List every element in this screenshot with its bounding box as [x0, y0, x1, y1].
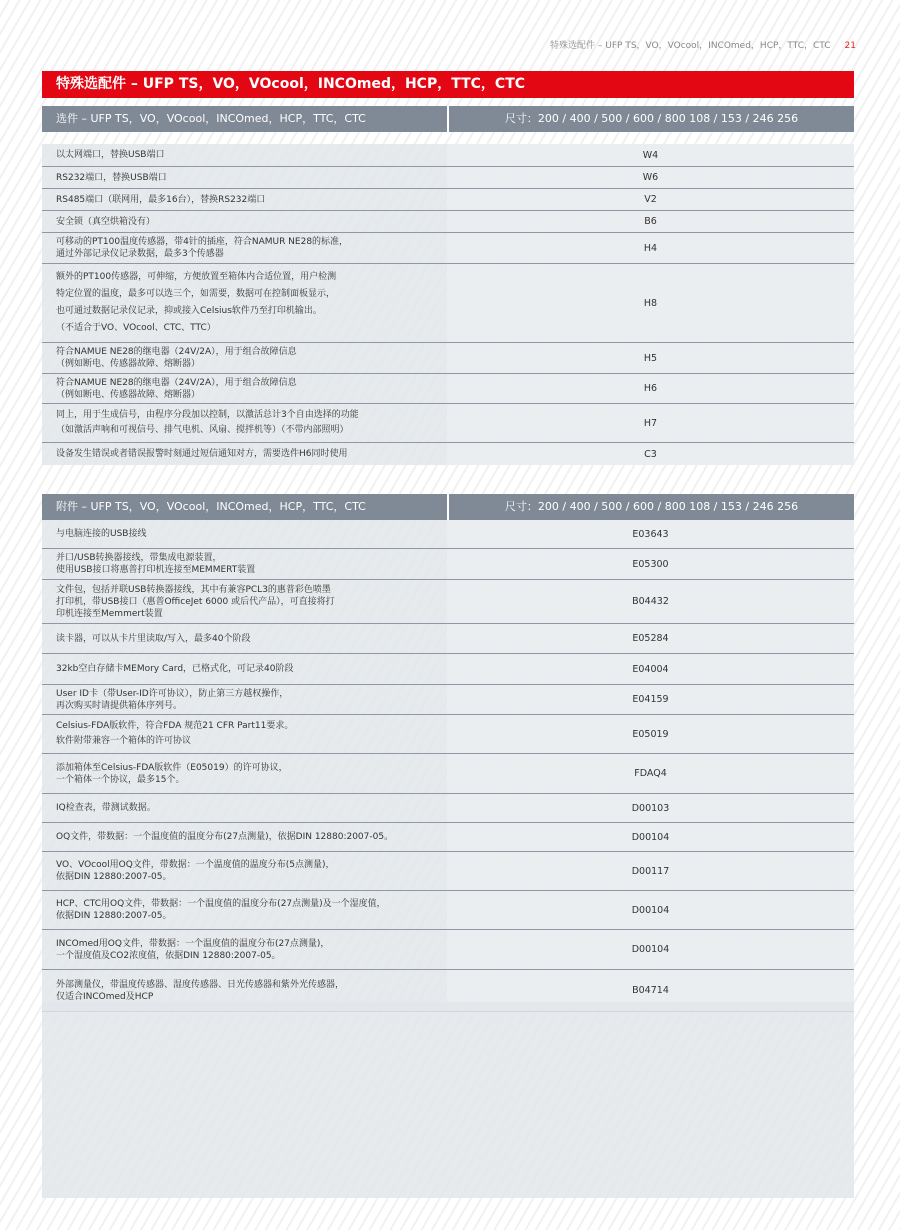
- row-code: FDAQ4: [447, 754, 854, 793]
- table-row: [42, 233, 854, 264]
- row-description: 以太网端口，替换USB端口: [56, 150, 165, 160]
- table-row: [42, 443, 854, 465]
- row-description: 同上，用于生成信号，由程序分段加以控制，以激活总计3个自由选择的功能 （如激活声响和可视信号、排气电机、风扇、搅拌机等）（不带内部照明）: [56, 410, 359, 435]
- row-code: B04432: [447, 580, 854, 623]
- row-description: 添加箱体至Celsius-FDA版软件（E05019）的许可协议， 一个箱体一个协议，最多15个。: [56, 762, 288, 785]
- row-description: HCP、CTC用OQ文件，带数据：一个温度值的温度分布(27点测量)及一个湿度值， 依据DIN 12880:2007-05。: [56, 899, 386, 921]
- row-code: B6: [447, 211, 854, 232]
- row-code: B04714: [447, 970, 854, 1011]
- row-description: 文件包，包括并联USB转换器接线，其中有兼容PCL3的惠普彩色喷墨 打印机，带USB接口（惠普OfficeJet 6000 或后代产品），可直接将打 印机连接至Memmert装置: [56, 584, 335, 619]
- table-row: [42, 264, 854, 343]
- row-code: D00104: [447, 823, 854, 851]
- row-code: E04159: [447, 685, 854, 714]
- table-row: [42, 823, 854, 852]
- row-code: E05300: [447, 549, 854, 579]
- row-code: D00104: [447, 891, 854, 929]
- row-code: H5: [447, 343, 854, 373]
- row-code: D00117: [447, 852, 854, 890]
- row-description: 符合NAMUE NE28的继电器（24V/2A），用于组合故障信息 （例如断电、传感器故障、熔断器）: [56, 377, 297, 400]
- row-code: E04004: [447, 654, 854, 684]
- row-description: 额外的PT100传感器，可伸缩，方便放置至箱体内合适位置，用户检测 特定位置的温度，最多可以选三个，如需要，数据可在控制面板显示， 也可通过数据记录仪记录，抑或接入Celsius软件乃至打印机输出。 （不适合于VO、VOcool、CTC、TTC）: [56, 272, 337, 333]
- table-row: [42, 794, 854, 823]
- row-description: RS232端口，替换USB端口: [56, 172, 167, 183]
- options-table: [42, 106, 854, 465]
- row-description: 符合NAMUE NE28的继电器（24V/2A），用于组合故障信息 （例如断电、传感器故障、熔断器）: [56, 347, 297, 369]
- table-row: [42, 404, 854, 443]
- row-description: 并口/USB转换器接线，带集成电源装置， 使用USB接口将惠普打印机连接至MEMMERT装置: [56, 553, 256, 575]
- row-code: H6: [447, 374, 854, 403]
- running-header: [550, 38, 856, 51]
- row-code: H8: [447, 264, 854, 342]
- row-description: 读卡器，可以从卡片里读取/写入，最多40个阶段: [56, 633, 251, 644]
- row-code: E05019: [447, 715, 854, 753]
- row-description: INCOmed用OQ文件，带数据：一个温度值的温度分布(27点测量)， 一个湿度值及CO2浓度值，依据DIN 12880:2007-05。: [56, 938, 330, 961]
- empty-table-area: [42, 1002, 854, 1198]
- running-title: 特殊选配件 – UFP TS，VO，VOcool，INCOmed，HCP，TTC，CTC: [550, 41, 831, 51]
- table-row: [42, 754, 854, 794]
- table-row: [42, 520, 854, 549]
- table-row: [42, 715, 854, 754]
- row-code: W4: [447, 144, 854, 166]
- page-number: 21: [844, 41, 856, 51]
- accessories-header-left: 附件 – UFP TS，VO，VOcool，INCOmed，HCP，TTC，CTC: [56, 500, 366, 513]
- table-row: [42, 343, 854, 374]
- table-row: [42, 654, 854, 685]
- accessories-table-header: [42, 494, 854, 520]
- row-description: Celsius-FDA版软件，符合FDA 规范21 CFR Part11要求。 软件附带兼容一个箱体的许可协议: [56, 721, 294, 746]
- row-description: VO、VOcool用OQ文件，带数据：一个温度值的温度分布(5点测量)， 依据DIN 12880:2007-05。: [56, 860, 335, 882]
- table-row: [42, 374, 854, 404]
- row-code: H4: [447, 233, 854, 263]
- table-row: [42, 891, 854, 930]
- table-row: [42, 580, 854, 624]
- row-description: OQ文件，带数据：一个温度值的温度分布(27点测量)，依据DIN 12880:2007-05。: [56, 832, 394, 842]
- table-row: [42, 549, 854, 580]
- row-description: 安全锁（真空烘箱没有）: [56, 216, 156, 227]
- row-code: D00104: [447, 930, 854, 969]
- table-row: [42, 211, 854, 233]
- row-code: H7: [447, 404, 854, 442]
- accessories-table: [42, 494, 854, 1012]
- options-table-header: [42, 106, 854, 132]
- spacer: [42, 132, 854, 144]
- table-row: [42, 852, 854, 891]
- row-description: User ID卡（带User-ID许可协议），防止第三方越权操作， 再次购买时请提供箱体序列号。: [56, 688, 289, 711]
- row-code: E05284: [447, 624, 854, 653]
- row-code: W6: [447, 167, 854, 188]
- table-row: [42, 685, 854, 715]
- row-description: 外部测量仪，带温度传感器、湿度传感器、日光传感器和紫外光传感器， 仅适合INCOmed及HCP: [56, 979, 345, 1002]
- table-row: [42, 167, 854, 189]
- row-description: 32kb空白存储卡MEMory Card，已格式化，可记录40阶段: [56, 664, 294, 674]
- row-code: E03643: [447, 520, 854, 548]
- table-row: [42, 930, 854, 970]
- row-description: RS485端口（联网用，最多16台），替换RS232端口: [56, 194, 266, 205]
- row-code: V2: [447, 189, 854, 210]
- table-row: [42, 189, 854, 211]
- options-header-left: 选件 – UFP TS，VO，VOcool，INCOmed，HCP，TTC，CTC: [56, 112, 366, 125]
- row-description: 与电脑连接的USB接线: [56, 529, 147, 539]
- accessories-header-right: 尺寸：200 / 400 / 500 / 600 / 800 108 / 153 / 246 256: [447, 494, 854, 520]
- row-description: 可移动的PT100温度传感器，带4针的插座，符合NAMUR NE28的标准， 通过外部记录仪记录数据，最多3个传感器: [56, 237, 349, 259]
- table-row: [42, 624, 854, 654]
- row-code: C3: [447, 443, 854, 465]
- row-code: D00103: [447, 794, 854, 822]
- row-description: IQ检查表，带测试数据。: [56, 803, 156, 813]
- table-row: [42, 144, 854, 167]
- page-title: 特殊选配件 – UFP TS，VO，VOcool，INCOmed，HCP，TTC，CTC: [42, 71, 854, 98]
- row-description: 设备发生错误或者错误报警时刻通过短信通知对方，需要选件H6同时使用: [56, 449, 348, 459]
- options-header-right: 尺寸：200 / 400 / 500 / 600 / 800 108 / 153 / 246 256: [447, 106, 854, 132]
